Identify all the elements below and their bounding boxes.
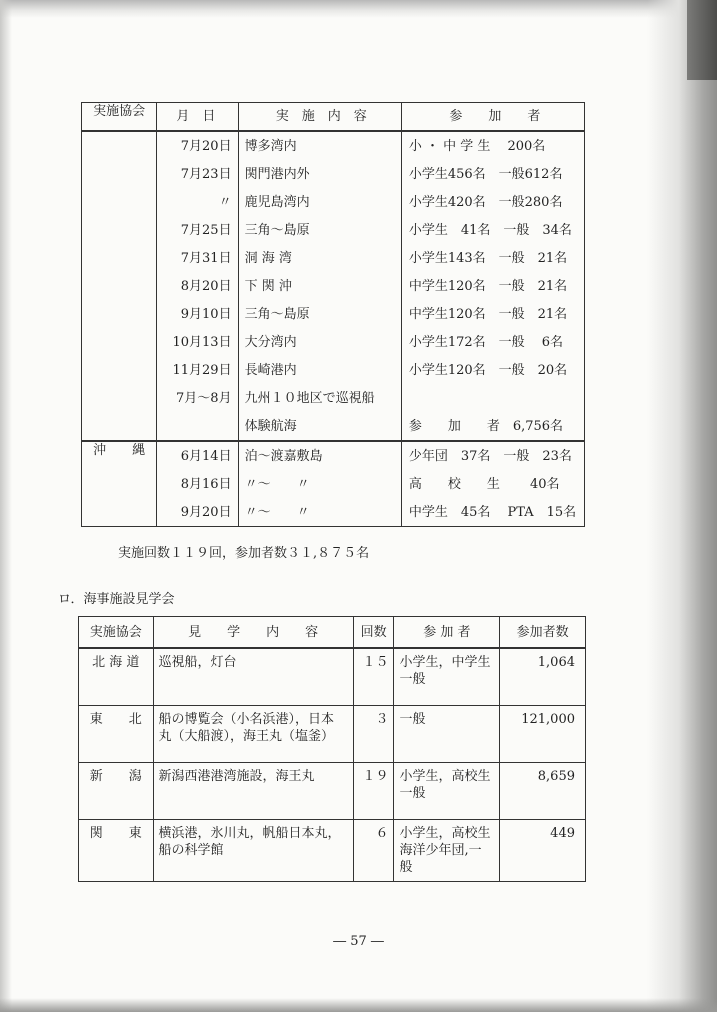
cruise-experience-table: [81, 102, 585, 527]
header-count: 回数: [353, 617, 394, 649]
header-association: 実施協会: [82, 103, 157, 132]
table-row: [82, 412, 585, 441]
content-cell: 三角～島原: [238, 300, 401, 328]
association-cell: [82, 356, 157, 384]
date-cell: [157, 412, 238, 441]
date-cell: 7月31日: [157, 244, 238, 272]
scan-shadow-corner: [687, 0, 717, 80]
date-cell: 〃: [157, 188, 238, 216]
header-content: 実 施 内 容: [238, 103, 401, 132]
table-row: [82, 470, 585, 498]
table-row: [79, 648, 586, 706]
header-date: 月 日: [157, 103, 238, 132]
participants-cell: 小学生143名 一般 21名: [401, 244, 584, 272]
table-header-row: [79, 617, 586, 649]
table-row: [82, 244, 585, 272]
table-header-row: [82, 103, 585, 132]
table-row: [82, 441, 585, 470]
header-participants: 参 加 者: [401, 103, 584, 132]
association-cell: [82, 160, 157, 188]
date-cell: 7月23日: [157, 160, 238, 188]
participants-cell: 高 校 生 40名: [401, 470, 584, 498]
count-cell: １５: [353, 648, 394, 706]
participants-cell: 一般: [394, 706, 500, 763]
table-row: [82, 160, 585, 188]
scan-shadow-left: [0, 0, 12, 1012]
association-cell: 関 東: [79, 820, 154, 882]
participants-cell: 中学生120名 一般 21名: [401, 300, 584, 328]
content-cell: 鹿児島湾内: [238, 188, 401, 216]
association-cell: 北 海 道: [79, 648, 154, 706]
scan-shadow-top: [0, 0, 717, 18]
association-cell: [82, 470, 157, 498]
count-cell: ６: [353, 820, 394, 882]
participants-cell: 参 加 者 6,756名: [401, 412, 584, 441]
table-row: [82, 300, 585, 328]
participants-cell: 少年団 37名 一般 23名: [401, 441, 584, 470]
date-cell: 7月25日: [157, 216, 238, 244]
content-cell: 〃～ 〃: [238, 498, 401, 527]
date-cell: 7月20日: [157, 131, 238, 160]
association-cell: [82, 131, 157, 160]
association-cell: 東 北: [79, 706, 154, 763]
scan-shadow-right: [647, 0, 717, 1012]
header-participant-count: 参加者数: [500, 617, 586, 649]
association-cell: 沖 縄: [82, 441, 157, 470]
content-cell: 長崎港内: [238, 356, 401, 384]
count-cell: ３: [353, 706, 394, 763]
participant-count-cell: 8,659: [500, 763, 586, 820]
participants-cell: 小学生120名 一般 20名: [401, 356, 584, 384]
content-cell: 九州１０地区で巡視船: [238, 384, 401, 412]
header-visit-content: 見 学 内 容: [153, 617, 353, 649]
content-cell: 三角～島原: [238, 216, 401, 244]
association-cell: [82, 498, 157, 527]
header-association: 実施協会: [79, 617, 154, 649]
participants-cell: 中学生120名 一般 21名: [401, 272, 584, 300]
table-row: [82, 272, 585, 300]
participants-cell: 小 ・ 中 学 生 200名: [401, 131, 584, 160]
visit-content-cell: 新潟西港港湾施設，海王丸: [153, 763, 353, 820]
visit-content-cell: 船の博覧会（小名浜港），日本 丸（大船渡），海王丸（塩釜）: [153, 706, 353, 763]
content-cell: 体験航海: [238, 412, 401, 441]
visit-content-cell: 巡視船，灯台: [153, 648, 353, 706]
participant-count-cell: 121,000: [500, 706, 586, 763]
table-row: [82, 328, 585, 356]
participants-cell: 小学生，高校生 一般: [394, 763, 500, 820]
content-cell: 〃～ 〃: [238, 470, 401, 498]
summary-text: 実施回数１１９回，参加者数３１,８７５名: [118, 546, 370, 561]
participants-cell: 小学生，中学生 一般: [394, 648, 500, 706]
date-cell: 9月10日: [157, 300, 238, 328]
content-cell: 洞 海 湾: [238, 244, 401, 272]
visit-content-cell: 横浜港，氷川丸，帆船日本丸， 船の科学館: [153, 820, 353, 882]
participants-cell: [401, 384, 584, 412]
table-row: [79, 706, 586, 763]
table-row: [79, 820, 586, 882]
header-participants: 参 加 者: [394, 617, 500, 649]
date-cell: 10月13日: [157, 328, 238, 356]
association-cell: [82, 384, 157, 412]
table-row: [82, 131, 585, 160]
section-title: ロ．海事施設見学会: [58, 592, 175, 607]
date-cell: 11月29日: [157, 356, 238, 384]
participants-cell: 小学生，高校生 海洋少年団,一般: [394, 820, 500, 882]
participant-count-cell: 449: [500, 820, 586, 882]
table-row: [82, 498, 585, 527]
cruise-table-body: [82, 131, 585, 527]
association-cell: [82, 216, 157, 244]
content-cell: 下 関 沖: [238, 272, 401, 300]
association-cell: [82, 300, 157, 328]
scan-shadow-bottom: [0, 998, 717, 1012]
date-cell: 6月14日: [157, 441, 238, 470]
table-row: [82, 356, 585, 384]
association-cell: [82, 188, 157, 216]
content-cell: 関門港内外: [238, 160, 401, 188]
date-cell: 7月～8月: [157, 384, 238, 412]
table-row: [82, 216, 585, 244]
table-row: [79, 763, 586, 820]
page-number: ― 57 ―: [333, 934, 384, 949]
participant-count-cell: 1,064: [500, 648, 586, 706]
association-cell: 新 潟: [79, 763, 154, 820]
date-cell: 8月16日: [157, 470, 238, 498]
content-cell: 大分湾内: [238, 328, 401, 356]
facility-table-body: [79, 648, 586, 882]
participants-cell: 小学生420名 一般280名: [401, 188, 584, 216]
association-cell: [82, 272, 157, 300]
association-cell: [82, 328, 157, 356]
participants-cell: 中学生 45名 PTA 15名: [401, 498, 584, 527]
count-cell: １９: [353, 763, 394, 820]
content-cell: 博多湾内: [238, 131, 401, 160]
date-cell: 9月20日: [157, 498, 238, 527]
participants-cell: 小学生 41名 一般 34名: [401, 216, 584, 244]
date-cell: 8月20日: [157, 272, 238, 300]
association-cell: [82, 244, 157, 272]
table-row: [82, 188, 585, 216]
content-cell: 泊～渡嘉敷島: [238, 441, 401, 470]
association-cell: [82, 412, 157, 441]
facility-visit-table: [78, 616, 586, 882]
table-row: [82, 384, 585, 412]
participants-cell: 小学生172名 一般 6名: [401, 328, 584, 356]
participants-cell: 小学生456名 一般612名: [401, 160, 584, 188]
